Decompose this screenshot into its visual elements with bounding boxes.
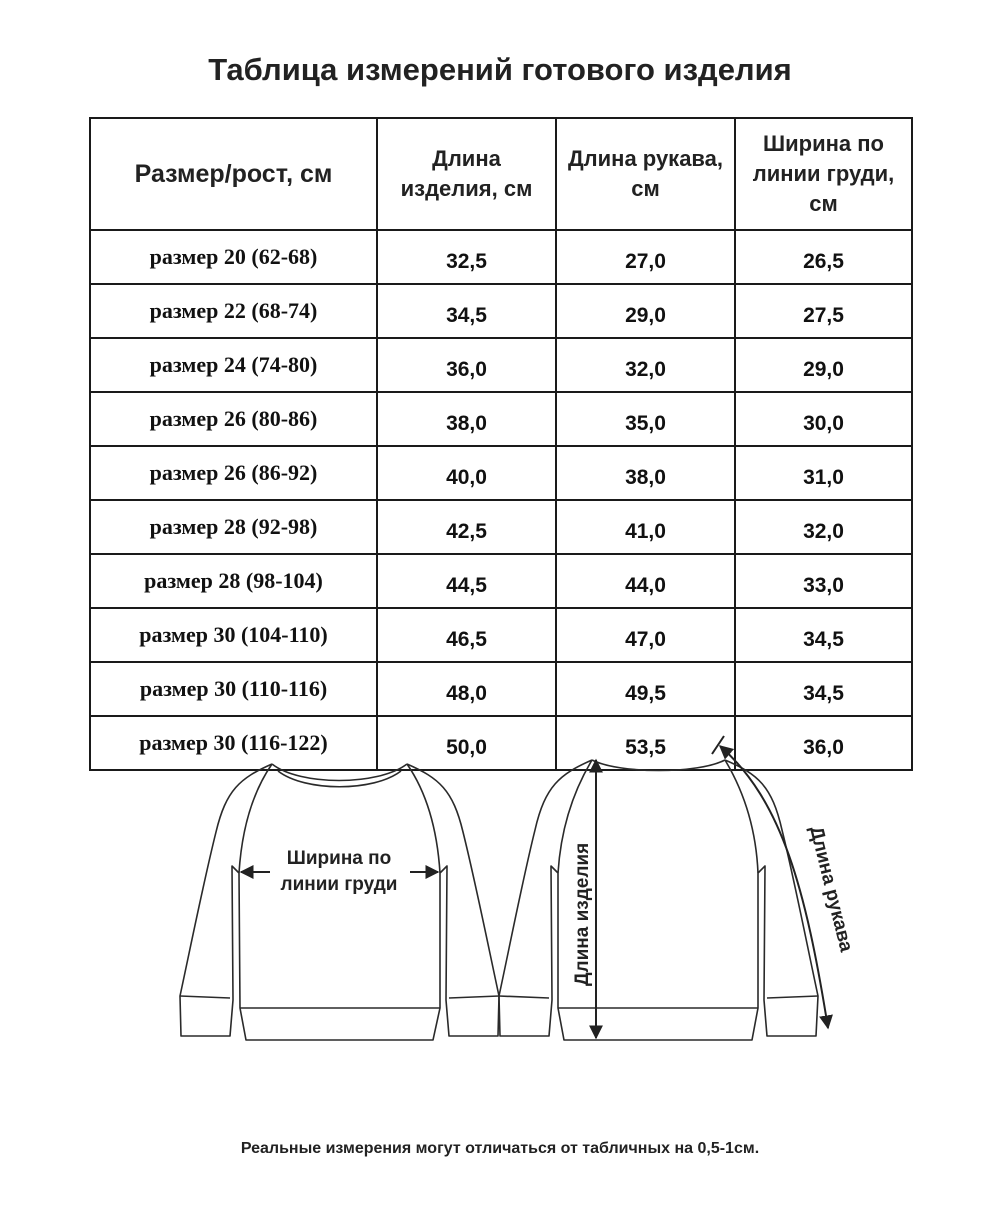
chest-cell: 34,5: [735, 608, 912, 662]
size-cell: размер 30 (104-110): [90, 608, 377, 662]
chest-cell: 29,0: [735, 338, 912, 392]
chest-cell: 27,5: [735, 284, 912, 338]
chest-cell: 30,0: [735, 392, 912, 446]
sleeve-length-arrow: [720, 746, 828, 1028]
sleeve-length-label: Длина рукава: [805, 824, 857, 954]
size-cell: размер 28 (98-104): [90, 554, 377, 608]
sweatshirt-front-drawing: [180, 764, 499, 1040]
table-row: [90, 608, 912, 662]
sleeve-cell: 29,0: [556, 284, 735, 338]
size-cell: размер 24 (74-80): [90, 338, 377, 392]
chest-cell: 31,0: [735, 446, 912, 500]
length-cell: 48,0: [377, 662, 556, 716]
sweatshirt-back-drawing: [499, 760, 818, 1040]
size-cell: размер 28 (92-98): [90, 500, 377, 554]
chest-cell: 33,0: [735, 554, 912, 608]
sleeve-arrow-tick: [712, 736, 724, 754]
sleeve-cell: 44,0: [556, 554, 735, 608]
length-cell: 36,0: [377, 338, 556, 392]
chest-cell: 34,5: [735, 662, 912, 716]
chest-cell: 36,0: [735, 716, 912, 770]
length-cell: 44,5: [377, 554, 556, 608]
length-cell: 42,5: [377, 500, 556, 554]
chest-width-label-line2: линии груди: [280, 874, 398, 895]
table-row: [90, 338, 912, 392]
size-cell: размер 30 (110-116): [90, 662, 377, 716]
table-row: [90, 554, 912, 608]
sleeve-cell: 53,5: [556, 716, 735, 770]
table-row: [90, 662, 912, 716]
table-row: [90, 500, 912, 554]
column-header-sleeve: Длина рукава, см: [556, 118, 735, 230]
length-cell: 50,0: [377, 716, 556, 770]
chest-cell: 26,5: [735, 230, 912, 284]
size-cell: размер 30 (116-122): [90, 716, 377, 770]
table-row: [90, 392, 912, 446]
column-header-size: Размер/рост, см: [90, 118, 377, 230]
column-header-length: Длина изделия, см: [377, 118, 556, 230]
length-cell: 34,5: [377, 284, 556, 338]
size-table: [89, 117, 913, 771]
length-cell: 46,5: [377, 608, 556, 662]
size-cell: размер 20 (62-68): [90, 230, 377, 284]
sleeve-cell: 47,0: [556, 608, 735, 662]
length-cell: 38,0: [377, 392, 556, 446]
sleeve-cell: 38,0: [556, 446, 735, 500]
disclaimer-note: Реальные измерения могут отличаться от табличных на 0,5-1см.: [240, 1140, 760, 1157]
garment-length-label: Длина изделия: [572, 842, 593, 986]
sleeve-cell: 27,0: [556, 230, 735, 284]
table-row: [90, 284, 912, 338]
table-header-row: [90, 118, 912, 230]
table-row: [90, 446, 912, 500]
measurement-diagram: [170, 735, 857, 1085]
page-title: Таблица измерений готового изделия: [208, 52, 792, 87]
chest-width-label-line1: Ширина по: [286, 848, 392, 869]
length-cell: 40,0: [377, 446, 556, 500]
sleeve-cell: 35,0: [556, 392, 735, 446]
column-header-chest: Ширина по линии груди, см: [735, 118, 912, 230]
sleeve-cell: 41,0: [556, 500, 735, 554]
table-row: [90, 230, 912, 284]
chest-cell: 32,0: [735, 500, 912, 554]
length-cell: 32,5: [377, 230, 556, 284]
size-cell: размер 26 (80-86): [90, 392, 377, 446]
sleeve-cell: 49,5: [556, 662, 735, 716]
size-cell: размер 26 (86-92): [90, 446, 377, 500]
size-cell: размер 22 (68-74): [90, 284, 377, 338]
sleeve-cell: 32,0: [556, 338, 735, 392]
